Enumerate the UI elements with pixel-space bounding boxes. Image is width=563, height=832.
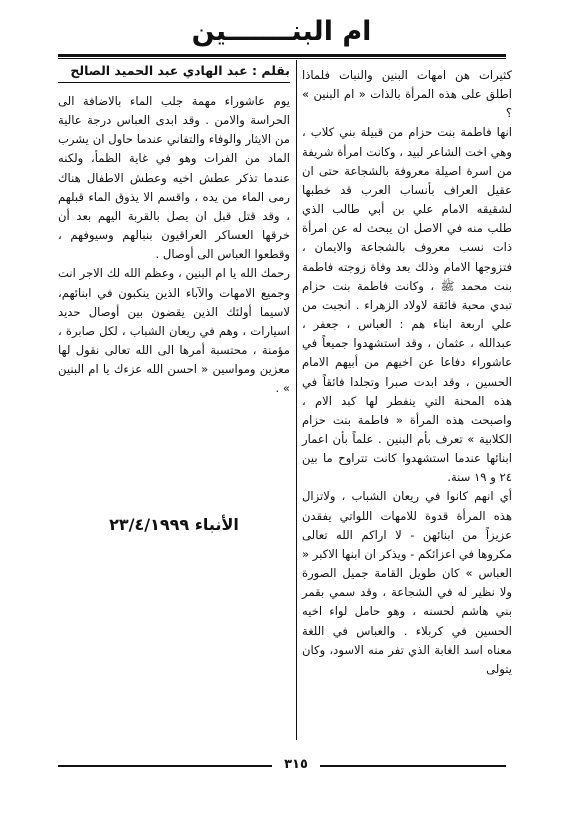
byline-rule [58,82,290,83]
paragraph: أي انهم كانوا في ريعان الشباب ، ولاتزال هذه المرأة قدوة للامهات اللواتي يفقدن عزيزاً من ابنائهن - لا اراكم الله تعالى مكروها في اعزائكم - ويذكر ان ابنها الاكبر « العباس » كان طويل القامة جميل الصورة ولا نظير له في الشجاعة ، وقد سمي بقمر بني هاشم لحسنه ، وهو حامل لواء اخيه الحسين في كربلاء . والعباس في اللغة معناه اسد الغابة الذي تفر منه الاسود، وكان يتولى [302,489,512,676]
paragraph: يوم عاشوراء مهمة جلب الماء بالاضافة الى الحراسة والامن . وقد ابدى العباس درجة عالية من الايثار والوفاء والتفاني عندما حاول ان يشرب الماد من الفرات وهو في غاية الظمأ، ولكنه عندما تذكر عطش اخيه وعطش الاطفال هناك رمى الماء من يده ، واقسم الا يذوق الماء قبلهم ، وقد قتل قبل ان يصل بالقربة اليهم بعد أن خرقها العساكر العراقيون بنبالهم وسيوفهم ، وقطعوا العباس الى أوصال . [58,94,290,262]
page-number: ٣١٥ [284,757,308,772]
source-line: الأنباء ٢٣/٤/١٩٩٩ [109,515,239,534]
author-byline: بقلم : عبد الهادي عبد الحميد الصالح [70,63,290,78]
footer-rule [58,765,272,767]
column-divider [296,60,297,740]
title-rule-thick [58,54,506,57]
paragraph: انها فاطمة بنت حزام من قبيلة بني كلاب ، وهي اخت الشاعر لبيد ، وكانت امرأة شريفة من اسرة اصيلة معروفة بالشجاعة حتى ان عقيل العراف بأنساب العرب قد خطبها لشقيقه الامام علي بن أبي طالب الذي طلب منه في الاصل ان يبحث له عن امرأة ذات نسب معروف بالشجاعة والايمان ، فتزوجها الامام وذلك بعد وفاة زوجته فاطمة بنت محمد ﷺ ، وكانت فاطمة بنت حزام تبدي محبة فائقة لاولاد الزهراء . انجبت من علي اربعة ابناء هم : العباس ، جعفر ، عبدالله ، عثمان ، وقد استشهدوا جميعاً في عاشوراء دفاعا عن اخيهم من أبيهم الامام الحسين ، وقد ابدت صبرا وتجلدا فائقاً في هذه المحنة التي ينفطر لها كبد الام ، واصبحت هذه المرأة « فاطمة بنت حزام الكلابية » تعرف بأم البنين . علماً بأن اعمار ابنائها عندما استشهدوا كانت تتراوح ما بين ٢٤ و ١٩ سنة. [302,125,512,485]
paragraph: كثيرات هن امهات البنين والنبات فلماذا اطلق على هذه المرأة بالذات « ام البنين » ؟ [302,68,512,121]
left-column [58,92,290,399]
page-title: ام البنـــــــين [191,16,372,47]
right-column [302,66,512,679]
title-rule-thin [58,58,506,59]
footer-rule [320,765,506,767]
paragraph: رحمك الله يا ام البنين ، وعظم الله لك الاجر انت وجميع الامهات والآباء الذين ينكبون في ابنائهم، لاسيما أولئك الذين يقضون بين أوصال حديد اسيارات ، وهم في ريعان الشباب ، لكل صابرة ، مؤمنة ، محتسبة أمرها الى الله تعالى نقول لها معزين ومواسين « احسن الله عزءك يا ام البنين » . [58,266,290,396]
